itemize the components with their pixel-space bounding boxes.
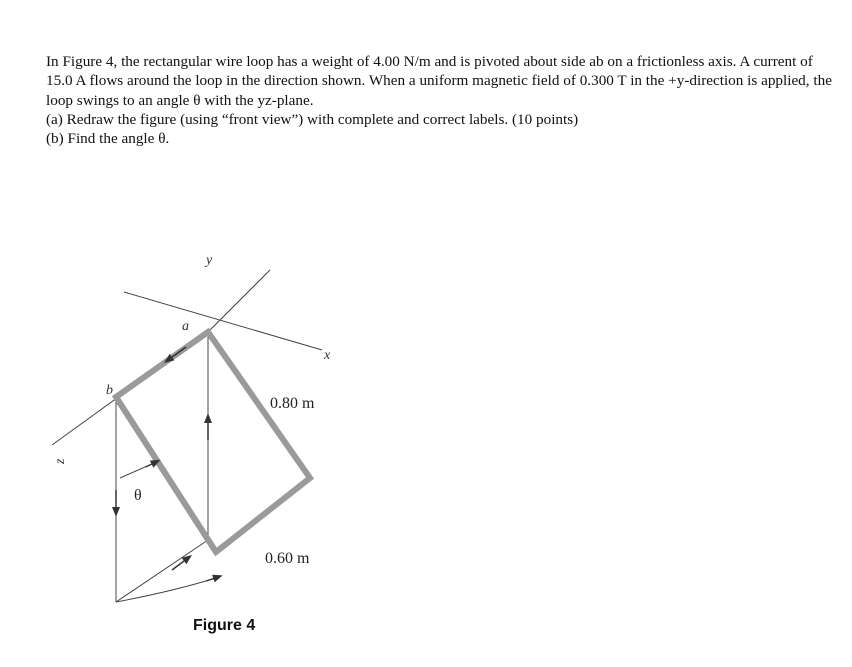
- wire-loop-inner-edge-left: [116, 397, 216, 552]
- point-a-label: a: [182, 319, 189, 334]
- current-arrow-bottom: [172, 558, 188, 570]
- length-label-upper: 0.80 m: [270, 395, 315, 412]
- axis-x-label: x: [324, 348, 331, 363]
- axis-y-label: y: [206, 253, 213, 268]
- angle-theta-label: θ: [134, 487, 142, 504]
- figure-caption: Figure 4: [193, 617, 256, 634]
- problem-part-a: (a) Redraw the figure (using “front view”) with complete and correct labels. (10 points): [46, 110, 579, 128]
- angle-arrow: [146, 462, 156, 467]
- point-b-label: b: [106, 383, 113, 398]
- length-label-lower: 0.60 m: [265, 550, 310, 567]
- current-arrow-ab: [168, 347, 186, 360]
- problem-intro: In Figure 4, the rectangular wire loop has a weight of 4.00 N/m and is pivoted about side ab on a frictionless axis. A current of 15.0 A flows around the loop in the direction shown. When a uniform magnetic field of 0.300 T in the +y-direction is applied, the loop swings to an angle θ with the yz-plane.: [46, 53, 832, 109]
- problem-part-b: (b) Find the angle θ.: [46, 130, 170, 148]
- x-axis-line: [124, 292, 322, 350]
- axis-z-label: z: [53, 458, 68, 464]
- swing-arrow: [206, 577, 218, 581]
- swing-arc: [116, 578, 216, 602]
- y-axis-line: [208, 270, 270, 332]
